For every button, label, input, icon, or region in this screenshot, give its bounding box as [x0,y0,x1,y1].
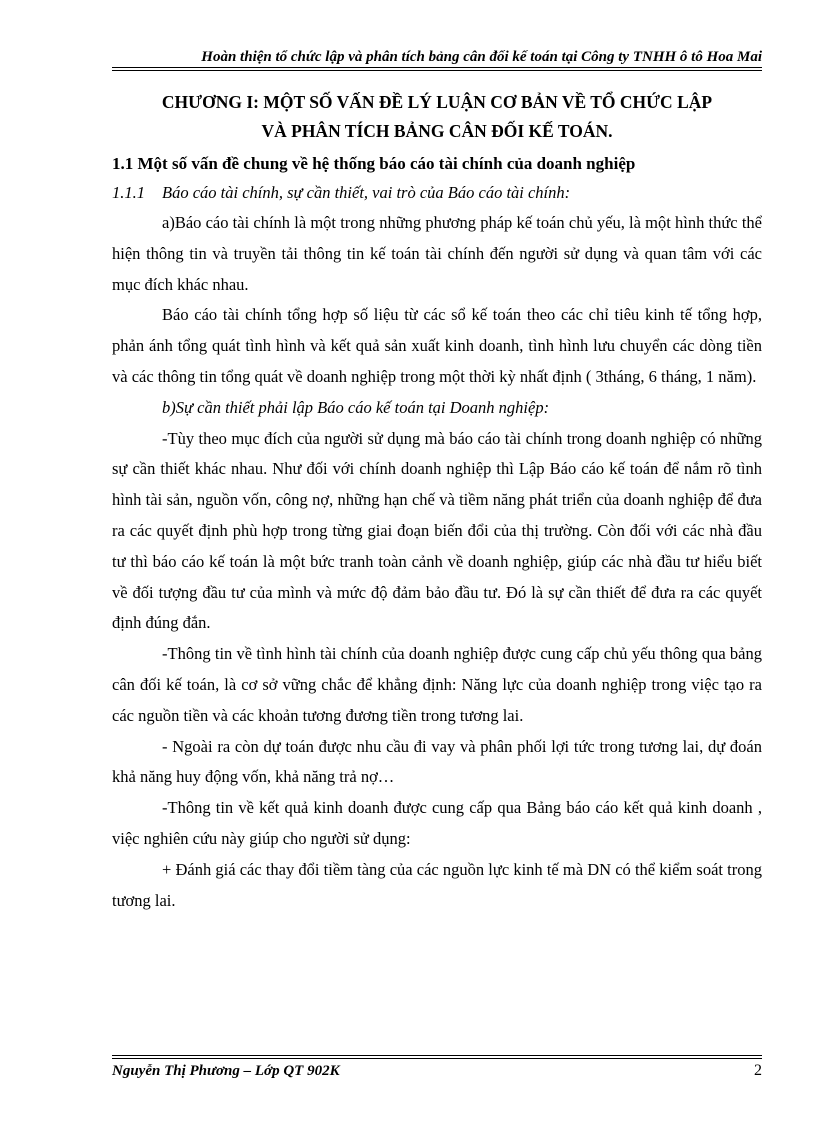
footer-rule [112,1055,762,1056]
page-number: 2 [754,1062,762,1079]
paragraph-business-results: -Thông tin về kết quả kinh doanh được cung cấp qua Bảng báo cáo kết quả kinh doanh , việc nghiên cứu này giúp cho người sử dụng: [112,798,762,848]
paragraph-financial-info: -Thông tin về tình hình tài chính của doanh nghiệp được cung cấp chủ yếu thông qua bảng cân đối kế toán, là cơ sở vững chắc để khẳng định: Năng lực của doanh nghiệp trong việc tạo ra các nguồn tiền và các khoản tương đương tiền trong tương lai. [112,644,762,725]
subsection-title: Báo cáo tài chính, sự cần thiết, vai trò của Báo cáo tài chính: [162,183,571,202]
paragraph-forecast: - Ngoài ra còn dự toán được nhu cầu đi vay và phân phối lợi tức trong tương lai, dự đoán khả năng huy động vốn, khả năng trả nợ… [112,736,762,787]
footer-author: Nguyễn Thị Phương – Lớp QT 902K [112,1063,340,1079]
chapter-title [112,88,762,146]
paragraph-assessment: + Đánh giá các thay đổi tiềm tàng của các nguồn lực kinh tế mà DN có thể kiểm soát trong tương lai. [112,859,762,910]
footer-rule-second [112,1058,762,1059]
section-heading: 1.1 Một số vấn đề chung về hệ thống báo cáo tài chính của doanh nghiệp [112,154,636,173]
chapter-title-line-2: VÀ PHÂN TÍCH BẢNG CÂN ĐỐI KẾ TOÁN. [261,121,613,141]
subsection-number: 1.1.1 [112,183,145,202]
header-rule [112,67,762,68]
body-content [112,150,762,916]
header-rule-thick [112,70,762,71]
paragraph-definition: Báo cáo tài chính tổng hợp số liệu từ các sổ kế toán theo các chỉ tiêu kinh tế tổng hợp, phản ánh tổng quát tình hình và kết quả sản xuất kinh doanh, tình hình lưu chuyển các dòng tiền và các thông tin tổng quát về doanh nghiệp trong một thời kỳ nhất định ( 3tháng, 6 tháng, 1 năm). [112,305,762,386]
chapter-title-line-1: CHƯƠNG I: MỘT SỐ VẤN ĐỀ LÝ LUẬN CƠ BẢN VỀ TỔ CHỨC LẬP [161,92,713,112]
paragraph-a: a)Báo cáo tài chính là một trong những phương pháp kế toán chủ yếu, là một hình thức thể hiện thông tin và truyền tải thông tin kế toán tài chính đến người sử dụng và quan tâm với các mục đích khác nhau. [112,213,762,294]
subsection-heading [112,178,762,208]
paragraph-purpose: -Tùy theo mục đích của người sử dụng mà báo cáo tài chính trong doanh nghiệp có những sự cần thiết khác nhau. Như đối với chính doanh nghiệp thì Lập Báo cáo kế toán để nắm rõ tình hình tài sản, nguồn vốn, công nợ, những hạn chế và tiềm năng phát triển của doanh nghiệp để đưa ra các quyết định phù hợp trong từng giai đoạn biến đổi của thị trường. Còn đối với các nhà đầu tư thì báo cáo kế toán là một bức tranh toàn cảnh về doanh nghiệp, giúp các nhà đầu tư hiểu biết về đối tượng đầu tư của mình và mức độ đảm bảo đầu tư. Đó là sự cần thiết để đưa ra các quyết định đúng đắn. [112,428,762,633]
subheading-b: b)Sự cần thiết phải lập Báo cáo kế toán tại Doanh nghiệp: [162,397,550,417]
page-header: Hoàn thiện tổ chức lập và phân tích bảng cân đối kế toán tại Công ty TNHH ô tô Hoa Mai [201,49,762,65]
